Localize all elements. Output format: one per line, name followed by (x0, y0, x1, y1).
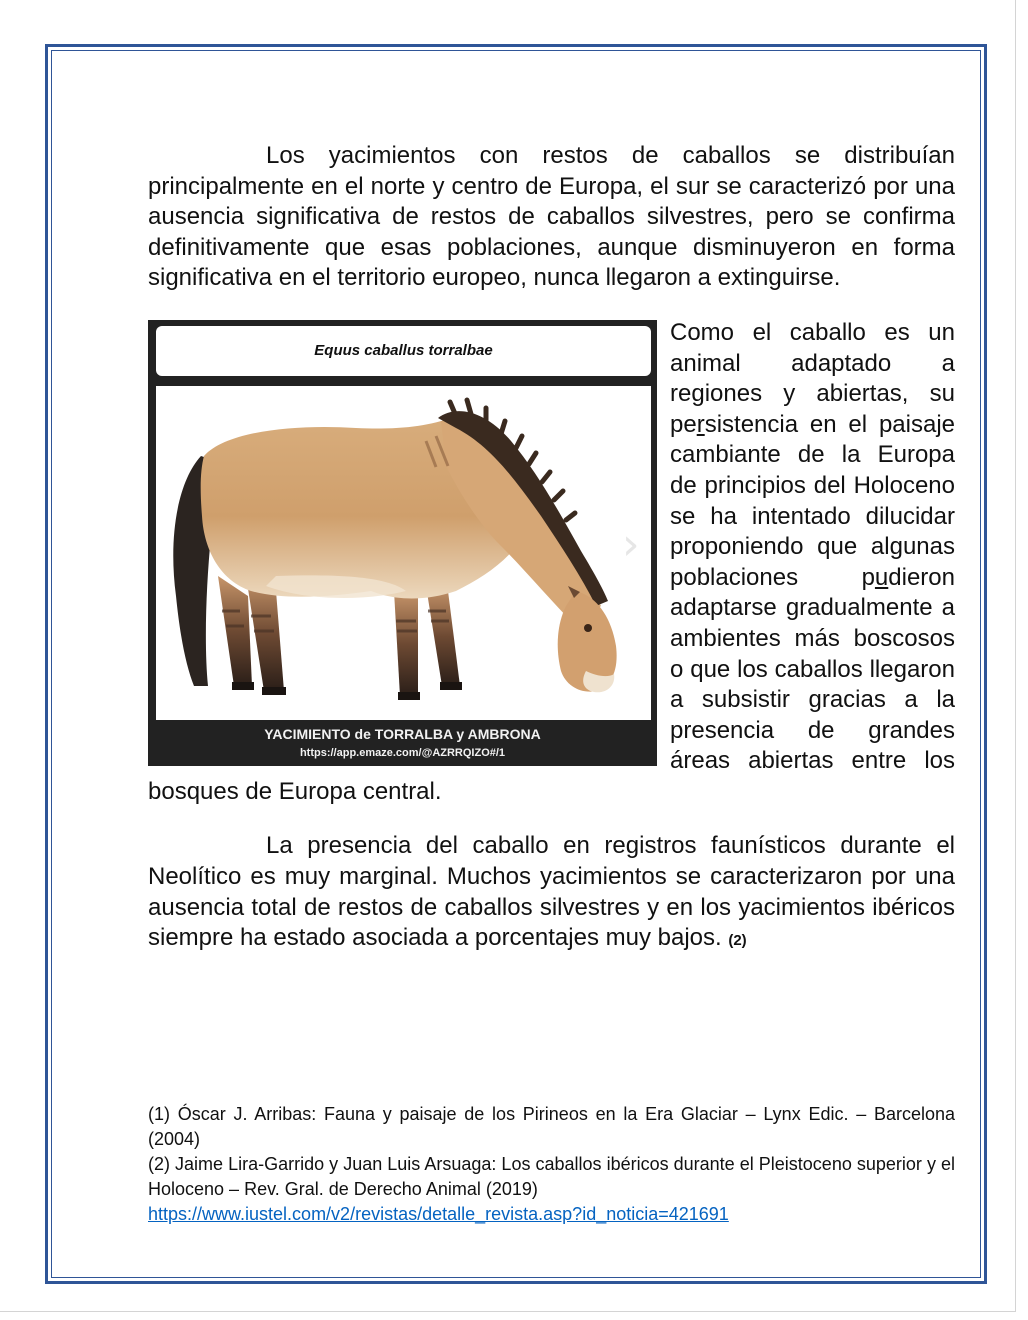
paragraph-2-part-3: dieron adaptarse gradualmente a ambientes más boscosos o que los caballos llegaron a subsistir gracias a la presencia de grandes áreas abiertas entre los bosques de Europa central. (148, 563, 955, 805)
footnote-1: (1) Óscar J. Arribas: Fauna y paisaje de los Pirineos en la Era Glaciar – Lynx Edic. – Barcelona (2004) (148, 1104, 955, 1149)
chevron-right-icon[interactable]: › (622, 518, 640, 570)
horse-figure (148, 320, 657, 766)
footnote-2: (2) Jaime Lira-Garrido y Juan Luis Arsuaga: Los caballos ibéricos durante el Pleistoceno superior y el Holoceno – Rev. Gral. de Derecho Animal (2019) (148, 1154, 955, 1199)
figure-caption: Equus caballus torralbae (156, 326, 651, 376)
paragraph-3-text: La presencia del caballo en registros faunísticos durante el Neolítico es muy marginal. Muchos yacimientos se caracterizaron por una ausencia total de restos de caballos silvestres y en los yacimientos ibéricos siempre ha estado asociada a porcentajes muy bajos. (148, 832, 955, 952)
reference-marker: (2) (728, 932, 747, 950)
paragraph-2-underlined-1: r (696, 410, 705, 438)
horse-illustration (156, 386, 624, 720)
footnotes (148, 1102, 955, 1227)
paragraph-2-part-1: Como el caballo es un animal adaptado a regiones y abiertas, su pe (670, 318, 955, 438)
figure-site-url: https://app.emaze.com/@AZRRQIZO#/1 (299, 746, 506, 759)
footnote-link[interactable]: https://www.iustel.com/v2/revistas/detalle_revista.asp?id_noticia=421691 (148, 1204, 729, 1224)
figure-site-title: YACIMIENTO de TORRALBA y AMBRONA (264, 725, 541, 742)
document-body (148, 141, 955, 957)
paragraph-3 (148, 831, 955, 956)
paragraph-1: Los yacimientos con restos de caballos se distribuían principalmente en el norte y centro de Europa, el sur se caracterizó por una ausencia significativa de restos de caballos silvestres, pero se confirma definitivamente que esas poblaciones, aunque disminuyeron en forma significativa en el territorio europeo, nunca llegaron a extinguirse. (148, 142, 955, 292)
horse-photo (156, 386, 624, 720)
paragraph-2-underlined-2: u (874, 563, 889, 591)
paragraph-2-part-2: sistencia en el paisaje cambiante de la Europa de principios del Holoceno se ha intentado dilucidar proponiendo que algunas poblaciones p (670, 410, 955, 591)
